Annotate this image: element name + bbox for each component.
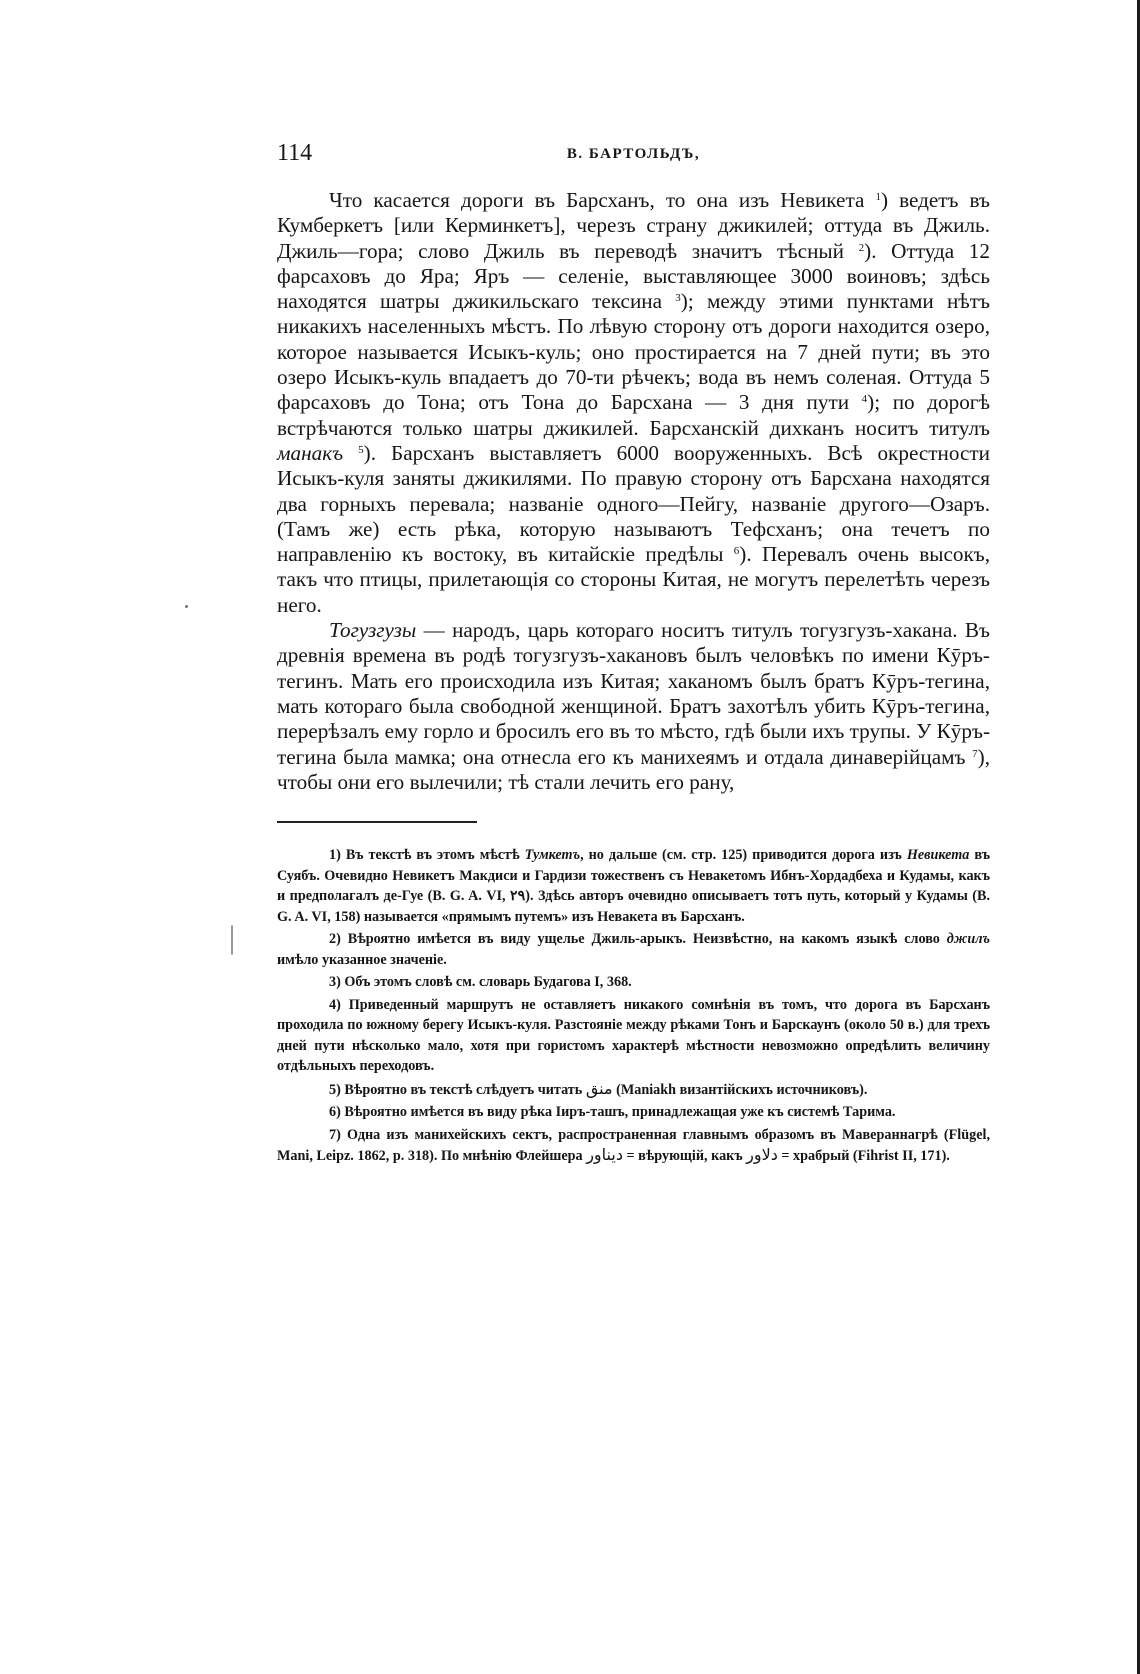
arabic-word: ديناور xyxy=(586,1145,623,1165)
text-run: 7) Одна изъ манихейскихъ сектъ, распространенная главнымъ образомъ въ Мавераннагрѣ (Flügel, Mani, Leipz. 1862, p. 318). По мнѣнію Флейшера xyxy=(277,1126,990,1165)
text-run: ). Барсханъ выставляетъ 6000 вооруженныхъ. Всѣ окрестности Исыкъ-куля заняты джикилями. По правую сторону отъ Барсхана находятся два горныхъ перевала; названіе одного—Пейгу, названіе другого—Озаръ. (Тамъ же) есть рѣка, которую называютъ Тефсханъ; она течетъ по направленію къ востоку, въ китайскіе предѣлы xyxy=(277,440,991,567)
text-run: ); по дорогѣ встрѣчаются только шатры джикилей. Барсханскій дихканъ носитъ титулъ xyxy=(277,390,991,440)
paragraph xyxy=(277,618,990,795)
footnote xyxy=(277,929,990,970)
footnote-ref[interactable]: 4 xyxy=(861,393,868,406)
footnote xyxy=(277,1079,990,1101)
footnotes xyxy=(277,845,990,1167)
footnote-ref[interactable]: 7 xyxy=(972,747,978,760)
text-run: 1) Въ текстѣ въ этомъ мѣстѣ xyxy=(329,847,525,864)
italic-term: джилъ xyxy=(946,931,990,948)
text-run: въ Суябъ. Очевидно Невикетъ Макдиси и Гардизи тожественъ съ Невакетомъ Ибнъ-Хордадбеха и Кудамы, какъ и предполагалъ де-Гуе (B. G. A. VI, ٢٩). Здѣсь авторъ очевидно описываетъ тотъ путь, который у Кудамы (B. G. A. VI, 158) называется «прямымъ путемъ» изъ Невакета въ Барсханъ. xyxy=(277,847,990,925)
text-run: ); между этими пунктами нѣтъ никакихъ населенныхъ мѣстъ. По лѣвую сторону отъ дороги находится озеро, которое называется Исыкъ-куль; оно простирается на 7 дней пути; въ это озеро Исыкъ-куль впадаетъ до 70-ти рѣчекъ; вода въ немъ соленая. Оттуда 5 фарсаховъ до Тона; отъ Тона до Барсхана — 3 дня пути xyxy=(277,289,990,415)
footnote-ref[interactable]: 6 xyxy=(733,545,740,558)
text-run xyxy=(343,441,358,465)
arabic-word: منق xyxy=(585,1078,613,1098)
text-run: ). Оттуда 12 фарсаховъ до Яра; Яръ — селеніе, выставляющее 3000 воиновъ; здѣсь находятся шатры джикильскаго тексина xyxy=(277,238,990,314)
text-run: 2) Вѣроятно имѣется въ виду ущелье Джиль-арыкъ. Неизвѣстно, на какомъ языкѣ слово xyxy=(329,931,947,948)
text-run: имѣло указанное значеніе. xyxy=(277,951,447,968)
footnote xyxy=(277,972,990,993)
footnote-ref[interactable]: 2 xyxy=(858,241,865,254)
footnote xyxy=(277,845,990,927)
italic-term: манакъ xyxy=(277,440,344,465)
arabic-word: دلاور xyxy=(746,1145,778,1165)
scan-speck xyxy=(185,605,188,608)
text-run: 3) Объ этомъ словѣ см. словарь Будагова I, 368. xyxy=(329,974,632,991)
footnote xyxy=(277,1125,990,1167)
footnote xyxy=(277,995,990,1077)
italic-term: Тумкетъ xyxy=(524,847,581,864)
text-run: (Maniakh византійскихъ источниковъ). xyxy=(612,1081,868,1098)
italic-term: Невикета xyxy=(906,847,970,864)
text-run: 6) Вѣроятно имѣется въ виду рѣка Іиръ-ташъ, принадлежащая уже къ системѣ Тарима. xyxy=(329,1104,896,1121)
footnote-ref[interactable]: 5 xyxy=(358,443,364,456)
text-run: 5) Вѣроятно въ текстѣ слѣдуетъ читать xyxy=(329,1081,586,1098)
text-run: = храбрый (Fihrist II, 171). xyxy=(777,1148,950,1165)
text-run: = вѣрующій, какъ xyxy=(622,1148,747,1165)
text-run: Что касается дороги въ Барсханъ, то она изъ Невикета xyxy=(329,188,876,212)
text-run: 4) Приведенный маршрутъ не оставляетъ никакого сомнѣнія въ томъ, что дорога въ Барсханъ проходила по южному берегу Исыкъ-куля. Разстояніе между рѣками Тонъ и Барскаунъ (около 50 в.) для трехъ дней пути нѣсколько мало, хотя при гористомъ характерѣ мѣстности невозможно опредѣлить величину отдѣльныхъ переходовъ. xyxy=(277,996,990,1075)
text-run: ). Перевалъ очень высокъ, такъ что птицы, прилетающія со стороны Китая, не могутъ перелетѣть черезъ него. xyxy=(277,542,990,617)
text-run: ) ведетъ въ Кумберкетъ [или Керминкетъ], черезъ страну джикилей; оттуда въ Джиль. Джиль—гора; слово Джиль въ переводѣ значитъ тѣсный xyxy=(277,188,990,263)
footnote-separator xyxy=(277,821,477,823)
italic-term: Тогузгузы xyxy=(329,618,417,643)
footnote-ref[interactable]: 1 xyxy=(875,191,881,203)
text-run: — народъ, царь котораго носитъ титулъ тогузгузъ-хакана. Въ древнія времена въ родѣ тогузгузъ-хакановъ былъ человѣкъ по имени Кӯръ-тегинъ. Мать его происходила изъ Китая; хаканомъ былъ братъ Кӯръ-тегина, мать котораго была свободной женщиной. Братъ захотѣлъ убить Кӯръ-тегина, перерѣзалъ ему горло и бросилъ его въ то мѣсто, гдѣ были ихъ трупы. У Кӯръ-тегина была мамка; она отнесла его къ манихеямъ и отдала динаверійцамъ xyxy=(277,618,990,769)
page-number: 114 xyxy=(277,140,313,166)
footnote xyxy=(277,1102,990,1123)
running-head: В. БАРТОЛЬДЪ, xyxy=(566,146,701,162)
book-page xyxy=(277,140,990,1169)
main-text xyxy=(277,188,990,795)
text-run: ), чтобы они его вылечили; тѣ стали лечить его рану, xyxy=(277,744,990,794)
footnote-ref[interactable]: 3 xyxy=(675,292,681,305)
paragraph xyxy=(277,188,990,618)
page-header xyxy=(277,140,990,174)
text-run: , но дальше (см. стр. 125) приводится дорога изъ xyxy=(580,847,907,864)
scan-mark xyxy=(231,925,233,955)
